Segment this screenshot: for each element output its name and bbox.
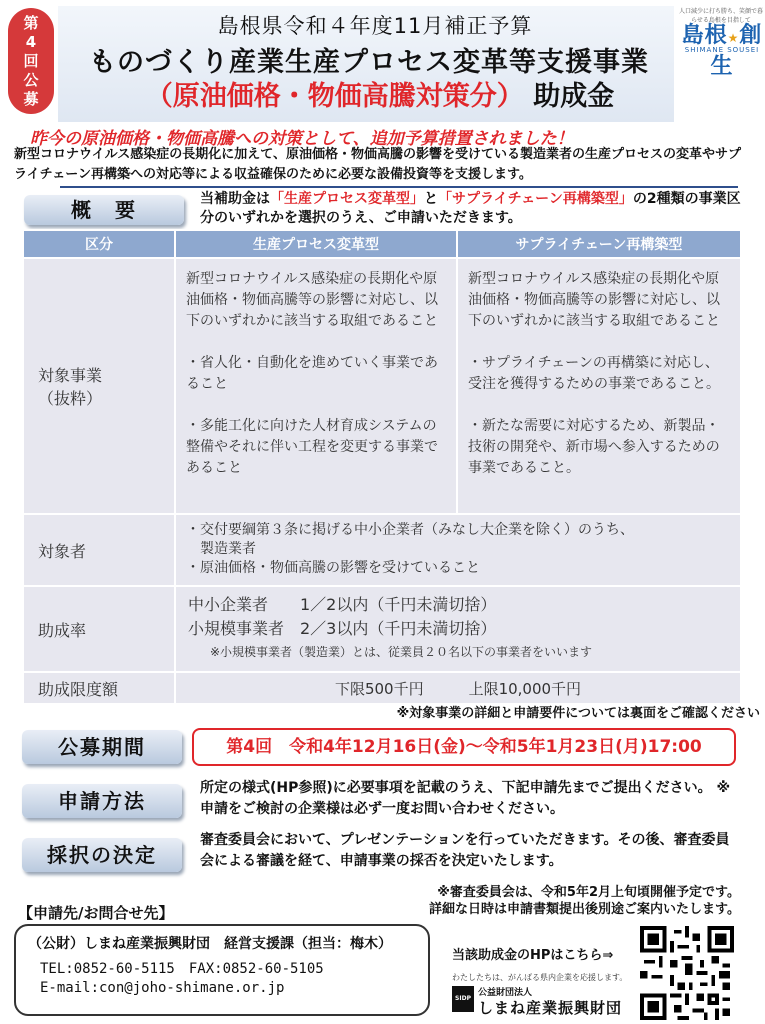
row-label: 助成限度額: [23, 672, 175, 704]
committee-note: [330, 884, 740, 918]
cell-text: 新型コロナウイルス感染症の長期化や原油価格・物価高騰等の影響に対応し、以下のいずれかに該当する取組であること ・サプライチェーンの再構築に対応し、受注を獲得するための事業であること。 ・新たな需要に対応するため、新製品・技術の開発や、新市場へ参入するための事業であること。: [468, 271, 720, 476]
row-label: 助成率: [23, 586, 175, 672]
column-header: 区分: [23, 230, 175, 258]
budget-line: 島根県令和４年度11月補正予算: [217, 14, 533, 38]
contact-email-link[interactable]: E-mail:con@joho-shimane.or.jp: [40, 980, 285, 996]
lead-headline: 昨今の原油価格・物価高騰への対策として、追加予算措置されました！: [30, 129, 574, 149]
type-b-name: 「サプライチェーン再構築型」: [438, 191, 633, 207]
table-cell: [175, 514, 741, 586]
homepage-link-text: 当該助成金のHPはこちら⇒: [452, 948, 614, 963]
back-page-note: ※対象事業の詳細と申請要件については裏面をご確認ください: [396, 706, 760, 721]
subtitle-tail: 助成金: [533, 81, 615, 112]
column-header: サプライチェーン再構築型: [457, 230, 741, 258]
logo-left: 島根: [681, 23, 728, 48]
badge-char: 募: [23, 89, 39, 108]
logo-tagline: 人口減少に打ち勝ち、笑顔で暮らせる島根を目指して: [678, 8, 763, 24]
subtitle-red: （原油価格・物価高騰対策分）: [145, 81, 524, 112]
org-tagline: わたしたちは、がんばる県内企業を応援します。: [452, 973, 628, 982]
page-title: ものづくり産業生産プロセス変革等支援事業: [89, 47, 649, 78]
star-icon: ★: [727, 31, 740, 45]
table-cell: [175, 586, 741, 672]
table-cell: [175, 258, 457, 514]
cell-text: 新型コロナウイルス感染症の長期化や原油価格・物価高騰等の影響に対応し、以下のいずれかに該当する取組であること ・省人化・自動化を進めていく事業であること ・多能工化に向けた人材育成システムの整備やそれに伴い工程を変更する事業であること: [186, 271, 438, 476]
outline-text: 当補助金は: [200, 191, 270, 207]
cell-text: ・交付要綱第３条に掲げる中小企業者（みなし大企業を除く）のうち、 製造業者 ・原油価格・物価高騰の影響を受けていること: [186, 522, 634, 576]
section-method-label: 申請方法: [22, 784, 182, 818]
committee-note-line: ※審査委員会は、令和5年2月上旬頃開催予定です。: [437, 885, 740, 900]
contact-organization: （公財）しまね産業振興財団 経営支援課（担当：梅木）: [28, 936, 392, 952]
rate-line: 中小企業者 1／2以内（千円未満切捨）: [188, 595, 497, 614]
org-name: しまね産業振興財団: [478, 999, 623, 1017]
type-a-name: 「生産プロセス変革型」: [270, 191, 424, 207]
intro-text: 新型コロナウイルス感染症の長期化に加えて、原油価格・物価高騰の影響を受けている製造業者の生産プロセスの変革やサプライチェーン再構築への対応等による収益確保のために必要な設備投資等を支援します。: [14, 147, 741, 182]
outline-description: [200, 190, 750, 228]
badge-char: 4: [25, 32, 37, 51]
row-label: 対象者: [23, 514, 175, 586]
contact-heading: 【申請先/お問合せ先】: [18, 904, 174, 922]
rate-line: 小規模事業者 2／3以内（千円未満切捨）: [188, 619, 497, 638]
round-badge: [8, 8, 54, 114]
outline-text: の2種類の事業区分のいずれかを選択のうえ、ご申請いただきます。: [200, 191, 741, 226]
badge-char: 第: [23, 13, 39, 32]
table-cell: [457, 258, 741, 514]
logo-right: 創生: [710, 23, 763, 79]
section-period-label: 公募期間: [22, 730, 182, 764]
contact-phone: TEL:0852-60-5115 FAX:0852-60-5105: [40, 961, 324, 977]
row-label-text: 対象事業 （抜粋）: [38, 366, 103, 408]
column-header: 生産プロセス変革型: [175, 230, 457, 258]
outline-text: と: [424, 191, 438, 207]
method-description: 所定の様式(HP参照)に必要事項を記載のうえ、下記申請先までご提出ください。 ※申請をご検討の企業様は必ず一度お問い合わせください。: [200, 780, 731, 817]
badge-char: 回: [23, 51, 39, 70]
section-decision-label: 採択の決定: [22, 838, 182, 872]
period-value: 第4回 令和4年12月16日(金)～令和5年1月23日(月)17:00: [192, 728, 736, 766]
outline-table: [22, 229, 742, 705]
table-cell: [175, 672, 741, 704]
committee-note-line: 詳細な日時は申請書類提出後別途ご案内いたします。: [429, 902, 740, 917]
row-label: [23, 258, 175, 514]
decision-description: 審査委員会において、プレゼンテーションを行っていただきます。その後、審査委員会による審議を経て、申請事業の採否を決定いたします。: [200, 832, 730, 869]
rate-note: ※小規模事業者（製造業）とは、従業員２０名以下の事業者をいいます: [210, 645, 593, 659]
divider: [60, 186, 738, 188]
foundation-logo-icon: SIDP: [452, 986, 474, 1012]
logo-subtitle: SHIMANE SOUSEI: [684, 46, 760, 54]
org-kind: 公益財団法人: [478, 988, 533, 998]
qr-code-icon[interactable]: [640, 926, 734, 1020]
page-subtitle: [100, 74, 660, 113]
badge-char: 公: [23, 70, 39, 89]
section-outline-label: 概 要: [24, 195, 184, 225]
limit-text: 下限500千円 上限10,000千円: [334, 679, 582, 698]
